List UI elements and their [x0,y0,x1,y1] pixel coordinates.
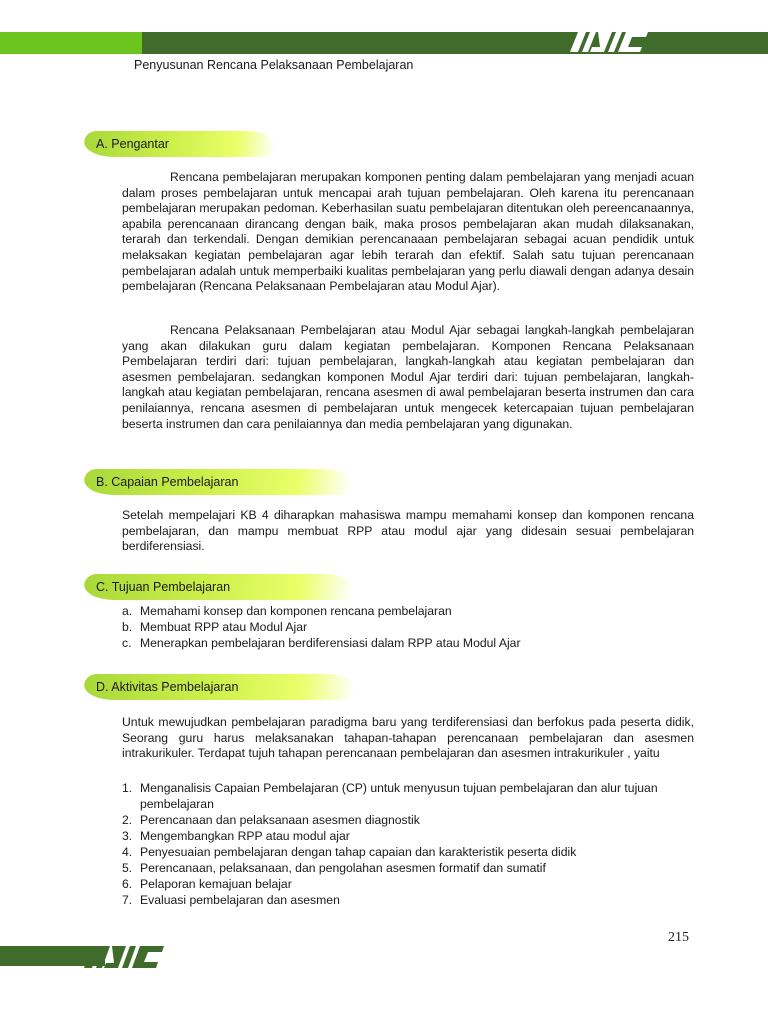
list-text: Menganalisis Capaian Pembelajaran (CP) untuk menyusun tujuan pembelajaran dan alur tujuan pembelajaran [140,781,658,811]
list-text: Perencanaan, pelaksanaan, dan pengolahan asesmen formatif dan sumatif [140,861,546,875]
list-text: Membuat RPP atau Modul Ajar [140,620,308,634]
paragraph-capaian: Setelah mempelajari KB 4 diharapkan mahasiswa mampu memahami konsep dan komponen rencana pembelajaran, dan mampu membuat RPP atau modul ajar yang didesain sesuai pembelajaran berdiferensiasi. [122,508,694,554]
list-text: Menerapkan pembelajaran berdiferensiasi dalam RPP atau Modul Ajar [140,636,521,650]
list-text: Evaluasi pembelajaran dan asesmen [140,893,340,907]
list-marker: 6. [122,877,133,891]
list-text: Pelaporan kemajuan belajar [140,877,292,891]
list-marker: 7. [122,893,133,907]
stripe-logo-icon [82,944,186,970]
list-marker: 4. [122,845,133,859]
list-item [122,860,694,876]
list-marker: 2. [122,813,133,827]
paragraph-aktivitas: Untuk mewujudkan pembelajaran paradigma baru yang terdiferensiasi dan berfokus pada peserta didik, Seorang guru harus melaksanakan tahapan-tahapan perencanaan pembelajaran dan asesmen intrakurikuler. Terdapat tujuh tahapan perencanaan pembelajaran dan asesmen intrakurikuler , yaitu [122,715,694,761]
section-heading-pengantar [83,131,278,157]
paragraph-pengantar-2: Rencana Pelaksanaan Pembelajaran atau Modul Ajar sebagai langkah-langkah pembelajaran yang akan dilakukan guru dalam kegiatan pembelajaran. Komponen Rencana Pelaksanaan Pembelajaran terdiri dari: tujuan pembelajaran, langkah-langkah atau kegiatan pembelajaran dan asesmen pembelajaran. sedangkan komponen Modul Ajar terdiri dari: tujuan pembelajaran, langkah-langkah atau kegiatan pembelajaran, rencana asesmen di awal pembelajaran beserta instrumen dan cara penilaiannya, rencana asesmen di pembelajaran untuk mengecek ketercapaian tujuan pembelajaran beserta instrumen dan cara penilaiannya dan media pembelajaran yang digunakan. [122,323,694,431]
list-text: Mengembangkan RPP atau modul ajar [140,829,350,843]
list-item [122,844,694,860]
list-item [122,603,694,619]
header-bar-dark [142,32,768,54]
list-marker: c. [122,636,132,650]
list-marker: 3. [122,829,133,843]
section-heading-tujuan [83,574,356,600]
list-marker: b. [122,620,133,634]
section-heading-capaian [83,469,354,495]
tahapan-list [122,780,694,908]
list-item [122,876,694,892]
section-heading-text: C. Tujuan Pembelajaran [96,580,231,594]
list-item [122,892,694,908]
tujuan-list [122,603,694,651]
stripe-logo-icon [568,28,664,56]
list-item [122,619,694,635]
paragraph-pengantar-1: Rencana pembelajaran merupakan komponen penting dalam pembelajaran yang menjadi acuan dalam proses pembelajaran untuk mencapai arah tujuan pembelajaran. Oleh karena itu perencanaan pembelajaran merupakan pedoman. Keberhasilan suatu pembelajaran ditentukan oleh pereencanaannya, apabila perencanaan dirancang dengan baik, maka prosos pembelajaran akan mudah dilaksanakan, terarah dan terkendali. Dengan demikian perencanaaan pembelajaran sebagai acuan pendidik untuk melaksakan kegiatan pembelajaran agar lebih terarah dan efektif. Salah satu tujuan perencanaan pembelajaran adalah untuk memperbaiki kualitas pembelajaran yang perlu diawali dengan adanya desain pembelajaran (Rencana Pelaksanaan Pembelajaran atau Modul Ajar). [122,170,694,294]
section-heading-text: D. Aktivitas Pembelajaran [96,680,239,694]
list-marker: a. [122,604,133,618]
running-header-title: Penyusunan Rencana Pelaksanaan Pembelajaran [134,58,414,72]
section-heading-aktivitas [83,674,358,700]
list-item [122,828,694,844]
list-text: Penyesuaian pembelajaran dengan tahap capaian dan karakteristik peserta didik [140,845,577,859]
header-bar-light [0,32,142,54]
list-marker: 1. [122,781,133,795]
list-item [122,812,694,828]
list-text: Perencanaan dan pelaksanaan asesmen diagnostik [140,813,420,827]
section-heading-text: A. Pengantar [96,137,169,151]
list-item [122,780,694,812]
section-heading-text: B. Capaian Pembelajaran [96,475,239,489]
page-number: 215 [668,930,689,945]
list-text: Memahami konsep dan komponen rencana pembelajaran [140,604,452,618]
list-marker: 5. [122,861,133,875]
list-item [122,635,694,651]
